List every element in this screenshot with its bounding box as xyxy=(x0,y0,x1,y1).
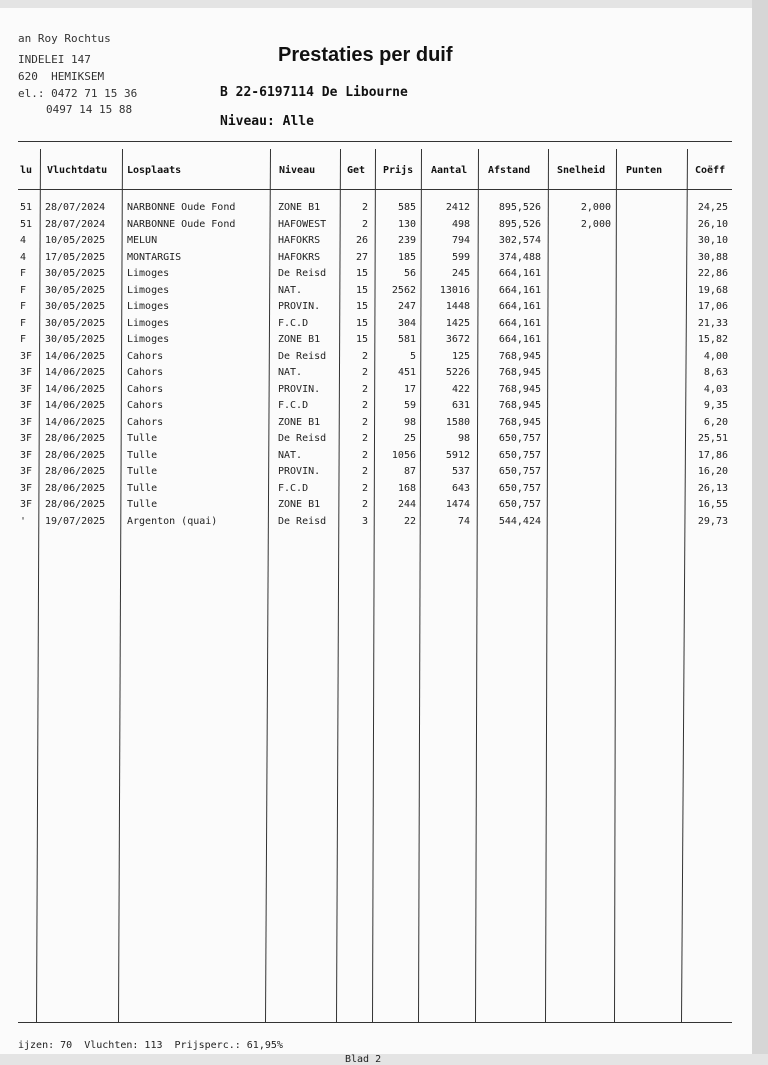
cell-vluchtdatum: 14/06/2025 xyxy=(45,400,106,411)
cell-coeff: 4,03 xyxy=(703,383,728,395)
cell-aantal: 1580 xyxy=(445,416,470,428)
cell-losplaats: Limoges xyxy=(127,268,170,279)
cell-lu: 3F xyxy=(20,400,33,411)
cell-aantal: 98 xyxy=(457,433,470,444)
cell-niveau: ZONE B1 xyxy=(278,202,321,213)
cell-vluchtdatum: 14/06/2025 xyxy=(45,383,106,395)
cell-losplaats: Cahors xyxy=(127,367,164,378)
cell-coeff: 9,35 xyxy=(703,400,728,411)
cell-losplaats: Limoges xyxy=(127,317,170,329)
page-title: Prestaties per duif xyxy=(278,44,453,66)
owner-phone-2: 0497 14 15 88 xyxy=(46,103,133,116)
cell-afstand: 895,526 xyxy=(498,218,541,230)
table-row xyxy=(0,415,752,431)
table-row xyxy=(0,349,752,365)
cell-get: 2 xyxy=(361,350,368,362)
cell-afstand: 768,945 xyxy=(498,383,541,395)
cell-aantal: 631 xyxy=(451,400,470,411)
cell-afstand: 768,945 xyxy=(498,400,541,411)
cell-losplaats: Cahors xyxy=(127,350,164,362)
cell-get: 15 xyxy=(355,268,368,279)
cell-losplaats: Limoges xyxy=(127,284,170,296)
cell-losplaats: MONTARGIS xyxy=(127,251,182,263)
cell-niveau: ZONE B1 xyxy=(278,334,321,345)
cell-afstand: 650,757 xyxy=(498,466,541,477)
cell-vluchtdatum: 30/05/2025 xyxy=(45,284,106,296)
cell-lu: 4 xyxy=(20,251,27,263)
col-header-aantal: Aantal xyxy=(431,165,468,176)
cell-niveau: PROVIN. xyxy=(278,383,321,395)
cell-niveau: HAFOKRS xyxy=(278,235,321,246)
cell-losplaats: Tulle xyxy=(127,433,158,444)
cell-lu: 3F xyxy=(20,466,33,477)
cell-losplaats: Tulle xyxy=(127,449,158,461)
cell-afstand: 650,757 xyxy=(498,499,541,510)
cell-losplaats: Cahors xyxy=(127,416,164,428)
owner-name: an Roy Rochtus xyxy=(18,32,111,45)
table-row xyxy=(0,332,752,348)
cell-aantal: 125 xyxy=(451,350,470,362)
col-header-lu: lu xyxy=(20,165,33,176)
cell-afstand: 664,161 xyxy=(498,301,541,312)
cell-vluchtdatum: 28/06/2025 xyxy=(45,433,106,444)
cell-prijs: 585 xyxy=(397,202,416,213)
cell-afstand: 768,945 xyxy=(498,367,541,378)
cell-vluchtdatum: 28/07/2024 xyxy=(45,202,106,213)
page-number: Blad 2 xyxy=(345,1054,382,1065)
owner-city: 620 HEMIKSEM xyxy=(18,70,105,83)
cell-get: 2 xyxy=(361,499,368,510)
col-header-punten: Punten xyxy=(626,165,663,176)
table-row xyxy=(0,497,752,513)
cell-aantal: 794 xyxy=(451,235,470,246)
cell-vluchtdatum: 28/06/2025 xyxy=(45,466,106,477)
table-row xyxy=(0,398,752,414)
cell-losplaats: Cahors xyxy=(127,383,164,395)
cell-niveau: F.C.D xyxy=(278,317,309,329)
cell-aantal: 643 xyxy=(451,482,470,494)
cell-niveau: NAT. xyxy=(278,367,303,378)
table-row xyxy=(0,233,752,249)
cell-coeff: 25,51 xyxy=(697,433,728,444)
cell-get: 15 xyxy=(355,284,368,296)
table-row xyxy=(0,481,752,497)
cell-coeff: 16,55 xyxy=(697,499,728,510)
cell-aantal: 599 xyxy=(451,251,470,263)
table-row xyxy=(0,250,752,266)
table-row xyxy=(0,382,752,398)
cell-prijs: 87 xyxy=(403,466,416,477)
table-row xyxy=(0,431,752,447)
table-row xyxy=(0,448,752,464)
cell-lu: F xyxy=(20,268,27,279)
cell-vluchtdatum: 30/05/2025 xyxy=(45,268,106,279)
table-row xyxy=(0,464,752,480)
cell-vluchtdatum: 14/06/2025 xyxy=(45,350,106,362)
cell-losplaats: Tulle xyxy=(127,466,158,477)
cell-prijs: 98 xyxy=(403,416,416,428)
cell-lu: ' xyxy=(20,515,27,527)
table-row xyxy=(0,266,752,282)
cell-lu: 3F xyxy=(20,350,33,362)
cell-prijs: 56 xyxy=(403,268,416,279)
cell-losplaats: Tulle xyxy=(127,499,158,510)
cell-vluchtdatum: 14/06/2025 xyxy=(45,367,106,378)
cell-prijs: 304 xyxy=(397,317,416,329)
table-row xyxy=(0,217,752,233)
cell-get: 27 xyxy=(355,251,368,263)
cell-losplaats: NARBONNE Oude Fond xyxy=(127,202,236,213)
col-header-afstand: Afstand xyxy=(488,165,531,176)
cell-niveau: PROVIN. xyxy=(278,466,321,477)
cell-lu: F xyxy=(20,334,27,345)
cell-afstand: 302,574 xyxy=(498,235,541,246)
cell-vluchtdatum: 30/05/2025 xyxy=(45,301,106,312)
cell-aantal: 5912 xyxy=(445,449,470,461)
cell-aantal: 1474 xyxy=(445,499,470,510)
col-header-losplaats: Losplaats xyxy=(127,165,182,176)
cell-losplaats: Limoges xyxy=(127,301,170,312)
cell-prijs: 59 xyxy=(403,400,416,411)
cell-losplaats: Cahors xyxy=(127,400,164,411)
cell-afstand: 768,945 xyxy=(498,416,541,428)
cell-losplaats: NARBONNE Oude Fond xyxy=(127,218,236,230)
cell-lu: F xyxy=(20,301,27,312)
cell-coeff: 26,13 xyxy=(697,482,728,494)
cell-lu: 3F xyxy=(20,433,33,444)
cell-prijs: 1056 xyxy=(391,449,416,461)
cell-coeff: 22,86 xyxy=(697,268,728,279)
niveau-label: Niveau: Alle xyxy=(220,114,314,129)
cell-get: 2 xyxy=(361,482,368,494)
cell-prijs: 451 xyxy=(397,367,416,378)
document-sheet xyxy=(0,8,752,1065)
cell-coeff: 15,82 xyxy=(697,334,728,345)
cell-losplaats: Argenton (quai) xyxy=(127,515,218,527)
cell-niveau: HAFOKRS xyxy=(278,251,321,263)
cell-coeff: 8,63 xyxy=(703,367,728,378)
cell-afstand: 895,526 xyxy=(498,202,541,213)
cell-aantal: 2412 xyxy=(445,202,470,213)
cell-coeff: 19,68 xyxy=(697,284,728,296)
cell-afstand: 664,161 xyxy=(498,284,541,296)
cell-aantal: 3672 xyxy=(445,334,470,345)
ring-number: B 22-6197114 De Libourne xyxy=(220,85,408,100)
cell-vluchtdatum: 17/05/2025 xyxy=(45,251,106,263)
cell-get: 15 xyxy=(355,334,368,345)
cell-aantal: 13016 xyxy=(439,284,470,296)
cell-coeff: 17,86 xyxy=(697,449,728,461)
cell-vluchtdatum: 28/06/2025 xyxy=(45,482,106,494)
cell-aantal: 74 xyxy=(457,515,470,527)
cell-aantal: 1425 xyxy=(445,317,470,329)
cell-lu: 3F xyxy=(20,383,33,395)
cell-lu: F xyxy=(20,317,27,329)
col-header-vluchtdatum: Vluchtdatu xyxy=(47,165,108,176)
cell-afstand: 374,488 xyxy=(498,251,541,263)
cell-prijs: 244 xyxy=(397,499,416,510)
col-header-coeff: Coëff xyxy=(695,165,726,176)
cell-lu: 3F xyxy=(20,416,33,428)
cell-niveau: De Reisd xyxy=(278,268,327,279)
cell-lu: 3F xyxy=(20,449,33,461)
cell-vluchtdatum: 30/05/2025 xyxy=(45,317,106,329)
table-top-rule xyxy=(18,141,732,142)
cell-coeff: 30,88 xyxy=(697,251,728,263)
cell-coeff: 4,00 xyxy=(703,350,728,362)
cell-niveau: De Reisd xyxy=(278,433,327,444)
scan-edge-shadow xyxy=(752,0,768,1054)
cell-niveau: F.C.D xyxy=(278,400,309,411)
cell-get: 15 xyxy=(355,301,368,312)
col-header-prijs: Prijs xyxy=(383,165,414,176)
col-header-get: Get xyxy=(347,165,366,176)
cell-get: 15 xyxy=(355,317,368,329)
cell-coeff: 21,33 xyxy=(697,317,728,329)
table-row xyxy=(0,299,752,315)
cell-get: 26 xyxy=(355,235,368,246)
cell-prijs: 581 xyxy=(397,334,416,345)
col-header-snelheid: Snelheid xyxy=(557,165,606,176)
cell-coeff: 17,06 xyxy=(697,301,728,312)
cell-afstand: 664,161 xyxy=(498,317,541,329)
cell-losplaats: MELUN xyxy=(127,235,158,246)
cell-prijs: 247 xyxy=(397,301,416,312)
cell-losplaats: Limoges xyxy=(127,334,170,345)
table-row xyxy=(0,283,752,299)
cell-get: 3 xyxy=(361,515,368,527)
cell-get: 2 xyxy=(361,449,368,461)
owner-phone-1: el.: 0472 71 15 36 xyxy=(18,87,138,100)
cell-coeff: 26,10 xyxy=(697,218,728,230)
cell-afstand: 768,945 xyxy=(498,350,541,362)
cell-afstand: 650,757 xyxy=(498,449,541,461)
cell-aantal: 422 xyxy=(451,383,470,395)
cell-niveau: F.C.D xyxy=(278,482,309,494)
cell-get: 2 xyxy=(361,383,368,395)
table-bottom-rule xyxy=(18,1022,732,1023)
cell-losplaats: Tulle xyxy=(127,482,158,494)
cell-vluchtdatum: 14/06/2025 xyxy=(45,416,106,428)
cell-afstand: 664,161 xyxy=(498,334,541,345)
cell-niveau: NAT. xyxy=(278,449,303,461)
cell-get: 2 xyxy=(361,466,368,477)
cell-aantal: 245 xyxy=(451,268,470,279)
cell-lu: 3F xyxy=(20,499,33,510)
cell-lu: 4 xyxy=(20,235,27,246)
cell-vluchtdatum: 10/05/2025 xyxy=(45,235,106,246)
col-header-niveau: Niveau xyxy=(279,165,316,176)
cell-lu: 3F xyxy=(20,482,33,494)
summary-footer: ijzen: 70 Vluchten: 113 Prijsperc.: 61,95% xyxy=(18,1040,283,1051)
cell-vluchtdatum: 28/06/2025 xyxy=(45,499,106,510)
cell-afstand: 650,757 xyxy=(498,433,541,444)
cell-afstand: 544,424 xyxy=(498,515,541,527)
cell-prijs: 130 xyxy=(397,218,416,230)
cell-niveau: De Reisd xyxy=(278,350,327,362)
cell-aantal: 1448 xyxy=(445,301,470,312)
cell-prijs: 25 xyxy=(403,433,416,444)
cell-prijs: 185 xyxy=(397,251,416,263)
table-row xyxy=(0,365,752,381)
cell-coeff: 30,10 xyxy=(697,235,728,246)
cell-get: 2 xyxy=(361,416,368,428)
cell-prijs: 17 xyxy=(403,383,416,395)
cell-niveau: PROVIN. xyxy=(278,301,321,312)
cell-vluchtdatum: 28/06/2025 xyxy=(45,449,106,461)
cell-vluchtdatum: 28/07/2024 xyxy=(45,218,106,230)
cell-lu: 3F xyxy=(20,367,33,378)
table-row xyxy=(0,200,752,216)
cell-prijs: 2562 xyxy=(391,284,416,296)
cell-prijs: 168 xyxy=(397,482,416,494)
cell-get: 2 xyxy=(361,202,368,213)
cell-aantal: 5226 xyxy=(445,367,470,378)
table-row xyxy=(0,514,752,530)
cell-niveau: HAFOWEST xyxy=(278,218,327,230)
cell-get: 2 xyxy=(361,400,368,411)
cell-niveau: ZONE B1 xyxy=(278,416,321,428)
cell-get: 2 xyxy=(361,367,368,378)
cell-get: 2 xyxy=(361,218,368,230)
cell-vluchtdatum: 19/07/2025 xyxy=(45,515,106,527)
cell-coeff: 29,73 xyxy=(697,515,728,527)
cell-coeff: 6,20 xyxy=(703,416,728,428)
cell-niveau: ZONE B1 xyxy=(278,499,321,510)
cell-get: 2 xyxy=(361,433,368,444)
cell-afstand: 664,161 xyxy=(498,268,541,279)
cell-coeff: 24,25 xyxy=(697,202,728,213)
cell-prijs: 5 xyxy=(409,350,416,362)
cell-aantal: 498 xyxy=(451,218,470,230)
cell-vluchtdatum: 30/05/2025 xyxy=(45,334,106,345)
owner-street: INDELEI 147 xyxy=(18,53,91,66)
cell-aantal: 537 xyxy=(451,466,470,477)
cell-lu: F xyxy=(20,284,27,296)
cell-afstand: 650,757 xyxy=(498,482,541,494)
cell-coeff: 16,20 xyxy=(697,466,728,477)
cell-prijs: 22 xyxy=(403,515,416,527)
cell-prijs: 239 xyxy=(397,235,416,246)
cell-snelheid: 2,000 xyxy=(580,202,611,213)
cell-lu: 51 xyxy=(20,218,33,230)
cell-lu: 51 xyxy=(20,202,33,213)
cell-niveau: NAT. xyxy=(278,284,303,296)
table-row xyxy=(0,316,752,332)
cell-niveau: De Reisd xyxy=(278,515,327,527)
cell-snelheid: 2,000 xyxy=(580,218,611,230)
